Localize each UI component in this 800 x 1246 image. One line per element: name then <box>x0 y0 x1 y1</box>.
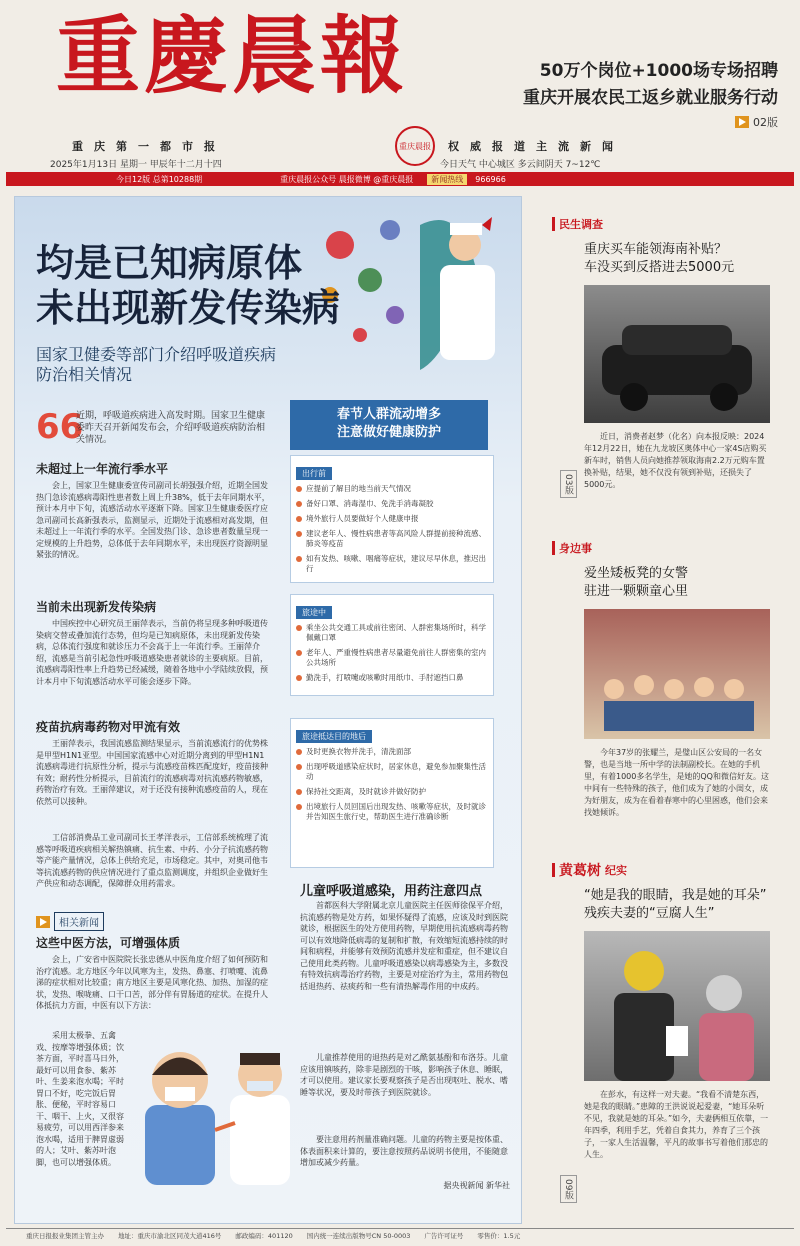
story-3-page[interactable]: 09版 <box>560 1175 577 1203</box>
weather: 今日天气 中心城区 多云间阴天 7~12℃ <box>440 160 601 170</box>
footer-item: 重庆日报报业集团主管主办 <box>26 1232 104 1240</box>
story-2-text: 今年37岁的张耀兰，是璧山区公安局的一名女警，也是当地一所中学的法制副校长。在她的手机里，有着1000多名学生，是她的QQ和微信好友。这中间有一些特殊的孩子，他们成为了她的小闺女，成为好朋友，成为在看着春寒中的心里困惑，他们会来找她倾诉。 <box>584 748 769 817</box>
tips-item: 勤洗手，打喷嚏或咳嗽时用纸巾、手肘遮挡口鼻 <box>296 673 488 683</box>
related-label: 相关新闻 <box>54 912 104 931</box>
promo-page-label: 02版 <box>753 116 778 129</box>
section-3-text: 王丽萍表示，我国流感监测结果显示，当前流感流行的优势株是甲型H1N1亚型。中国国家流感中心对近期分离到的甲型H1N1流感病毒进行抗原性分析，提示与流感疫苗株匹配度好，疫苗接种有效；耐药性分析提示，目前流行的流感病毒对抗流感药物敏感，药物治疗有效。王丽萍建议，对于还没有接种流感疫苗的人，现在依然可以接种。 <box>36 739 268 806</box>
dateline: 2025年1月13日 星期一 甲辰年十二月十四 <box>50 160 222 170</box>
footer-item: 地址：重庆市渝北区同茂大道416号 <box>118 1232 222 1240</box>
tips-item: 备好口罩、消毒湿巾、免洗手消毒凝胶 <box>296 499 488 509</box>
tips-item: 及时更换衣物并洗手，清洗面部 <box>296 747 488 757</box>
car-photo <box>584 285 770 423</box>
footer-item: 零售价：1.5元 <box>477 1232 521 1240</box>
slogan-left: 重庆第一都市报 <box>72 140 226 153</box>
story-1-page[interactable]: 03版 <box>560 470 577 498</box>
children-text-2: 儿童推荐使用的退热药是对乙酰氨基酚和布洛芬。儿童应该用镇咳药，除非是剧烈的干咳，影响孩子休息、睡眠，才可以使用。建议家长要观察孩子是否出现呕吐、脱水、嗜睡等状况，要及时带孩子到医院就诊。 <box>300 1053 508 1097</box>
hotline-number: 966966 <box>475 174 506 184</box>
story-3-text: 在彭水，有这样一对夫妻。“我看不清楚东西，她是我的眼睛。”患障的王洪说说起爱妻，“她耳朵听不见，我就是她的耳朵。”如今，夫妻俩相互依靠，一年四季，利用手艺，凭着自食其力，养育了三个孩子，一家人生活温馨，平凡的故事书写着他们那忠的人生。 <box>584 1090 769 1159</box>
story-3-tag: 黄葛树 纪实 <box>552 860 627 880</box>
tag-bar-icon <box>552 541 555 555</box>
story-1-text: 近日，消费者赵梦（化名）向本报反映：2024年12月22日，她在九龙坡区奥体中心一家4S店购买新车时，销售人员向她推荐领取海南2.2万元购车置换补贴，结果，她不仅没有领到补贴，还损失了5000元。 <box>584 432 767 489</box>
tips-group-label: 出行前 <box>296 467 332 480</box>
tips-item: 应提前了解目的地当前天气情况 <box>296 484 488 494</box>
story-2-tag: 身边事 <box>552 540 592 556</box>
tips-item: 境外旅行人员要做好个人健康申报 <box>296 514 488 524</box>
sidebar-story-2[interactable] <box>552 540 784 843</box>
footer-item: 国内统一连续出版物号CN 50-0003 <box>306 1232 411 1240</box>
tips-group-1 <box>290 455 494 583</box>
promo-line-2: 重庆开展农民工返乡就业服务行动 <box>523 88 778 108</box>
page-footer <box>6 1228 794 1242</box>
child-vaccination-illustration <box>130 1035 300 1185</box>
section-1-text: 会上，国家卫生健康委宣传司副司长胡强强介绍，近期全国发热门急诊流感病毒阳性患者数上周上升38%，低于去年同期水平，预计本月中下旬，流感活动水平逐渐下降。国家卫生健康委医疗应急司副司长高新强表示，监测显示，近期处于流感相对高发期，但未超过上一年流行季的水平。全国发热门诊、急诊患者数量呈现一定规模的上升趋势，总体低于去年同期水平，未出现医疗资源明显紧张的情况。 <box>36 481 270 559</box>
story-1-headline: 重庆买车能领海南补贴？ 车没买到反搭进去5000元 <box>584 242 735 275</box>
tag-bar-icon <box>552 217 555 231</box>
tips-item: 乘坐公共交通工具或前往密闭、人群密集场所时，科学佩戴口罩 <box>296 623 488 643</box>
headline-line-1: 均是已知病原体 <box>36 240 303 285</box>
sidebar-story-1[interactable] <box>552 216 784 493</box>
footer-item: 广告许可证号 <box>424 1232 464 1240</box>
related-news-tag <box>36 912 104 931</box>
tips-group-label: 旅途抵达目的地后 <box>296 730 372 743</box>
story-3-headline: “她是我的眼睛，我是她的耳朵” 残疾夫妻的“豆腐人生” <box>584 888 767 921</box>
section-3b-text: 工信部消费品工业司副司长王孝洋表示，工信部系统梳理了流感等呼吸道疾病相关解热镇痛、抗生素、中药、小分子抗流感药物等产能产量情况，总体上供给充足，市场稳定。其中，对奥司他韦等抗流感药物的供应情况进行了重点监测调度，并组织企业做好生产供应和动态调配，保障群众用药需求。 <box>36 833 268 888</box>
children-title: 儿童呼吸道感染，用药注意四点 <box>300 884 483 899</box>
sidebar-story-3[interactable] <box>552 860 784 1199</box>
tips-item: 如有发热、咳嗽、咽痛等症状，建议尽早休息，推迟出行 <box>296 554 488 574</box>
channels-info: 重庆晨报公众号 晨报微博 @重庆晨报 <box>280 174 414 184</box>
lead-badge-icon: 66 <box>36 407 84 447</box>
masthead-stamp: 重庆晨报 <box>395 126 435 166</box>
play-icon <box>735 116 749 128</box>
subhead-line-2: 防治相关情况 <box>36 365 133 384</box>
masthead-promo <box>523 56 778 132</box>
masthead-title: 重慶晨報 <box>56 6 409 105</box>
section-1-title: 未超过上一年流行季水平 <box>36 462 169 476</box>
children-text-3: 要注意用药剂量准确问题。儿童的药物主要是按体重、体表面积来计算的，要注意按照药品说明书使用，不能随意增加或减少药量。 <box>300 1135 508 1167</box>
section-2-text: 中国疾控中心研究员王丽萍表示，当前仍将呈现多种呼吸道传染病交替或叠加流行态势，但均是已知病原体，未出现新发传染病，总体流行强度和就诊压力不会高于上一年流行季。王丽萍介绍，流感是当前引起急性呼吸道感染患者就诊的主要病原。目前，流感病毒阳性率上升趋势已经减缓，随着各地中小学陆续放假，预计本月中下旬流感活动水平可能会逐步下降。 <box>36 619 268 686</box>
play-icon <box>36 916 50 928</box>
tips-title-1: 春节人群流动增多 <box>336 407 441 422</box>
slogan-right: 权威报道主流新闻 <box>448 140 624 153</box>
section-2-title: 当前未出现新发传染病 <box>36 600 157 614</box>
promo-line-1: 50万个岗位+1000场专场招聘 <box>539 61 778 81</box>
tips-title-2: 注意做好健康防护 <box>336 425 441 440</box>
section-3-title: 疫苗抗病毒药物对甲流有效 <box>36 720 181 734</box>
feature-lead: 近期，呼吸道疾病进入高发时期。国家卫生健康委昨天召开新闻发布会，介绍呼吸道疾病防治相关情况。 <box>76 411 266 445</box>
tips-item: 建议老年人、慢性病患者等高风险人群提前接种流感、肺炎等疫苗 <box>296 529 488 549</box>
tips-item: 保持社交距离，及时就诊并做好防护 <box>296 787 488 797</box>
tips-title <box>290 400 488 450</box>
story-1-tag: 民生调查 <box>552 216 603 232</box>
footer-item: 邮政编码：401120 <box>235 1232 293 1240</box>
related-text-2: 采用太极拳、五禽戏、按摩等增强体质；饮茶方面，平时喜马日外，最好可以用食参、紫苏叶、生姜来泡水喝；平时胃口不好，吃完饭后胃胀、便秘，平时容易口干、咽干、上火，又很容易疲劳，可以用西洋参来泡水喝，适用于脾胃虚弱的人；艾叶、紫苏叶泡脚，也可以增强体质。 <box>36 1031 124 1167</box>
headline-line-2: 未出现新发传染病 <box>36 285 341 330</box>
tips-item: 老年人、严重慢性病患者尽量避免前往人群密集的室内公共场所 <box>296 648 488 668</box>
feature-subhead <box>36 345 276 385</box>
children-credit: 据央视新闻 新华社 <box>443 1181 510 1190</box>
tips-item: 出现呼吸道感染症状时，居家休息，避免参加聚集性活动 <box>296 762 488 782</box>
promo-page-link[interactable] <box>735 114 778 130</box>
related-text: 会上，广安省中医院院长张忠德从中医角度介绍了如何预防和治疗流感。北方地区今年以风寒为主，发热、鼻塞、打喷嚏、流鼻涕的症状相对比较重；南方地区主要是风寒化热、加热、加湿的症状，发热、喉咙痛、口干口苦，部分伴有胃肠道的症状。在提升人体抵抗力方面，中医有以下方法： <box>36 955 268 1010</box>
tag-bar-icon <box>552 863 555 877</box>
tips-item: 出境旅行人员回国后出现发热、咳嗽等症状，及时就诊并告知医生旅行史，帮助医生进行准确诊断 <box>296 802 488 822</box>
children-text-1: 首都医科大学附属北京儿童医院主任医师徐保平介绍，抗流感药物是处方药，如果怀疑得了流感，应该及时到医院就诊，根据医生的处方使用药物，早期使用抗流感病毒药物可以有效地降低病毒的复制和扩散，有效缩短流感持续的时间和病程，并能够有效预防流感并发症和重症，但不建议自己使用此类药物。儿童呼吸道感染以病毒感染为主，多数没有特效抗病毒治疗药物，主要是对症治疗为主，常用药物包括退热药、祛痰药和一些有清热解毒作用的中成药。 <box>300 901 508 991</box>
police-children-photo <box>584 609 770 739</box>
related-title: 这些中医方法，可增强体质 <box>36 936 181 950</box>
issue-info: 今日12版 总第10288期 <box>116 174 203 184</box>
red-info-bar <box>6 172 794 186</box>
story-2-headline: 爱坐矮板凳的女警 驻进一颗颗童心里 <box>584 566 689 599</box>
feature-headline <box>36 240 340 330</box>
tips-group-2 <box>290 594 494 696</box>
hotline-label: 新闻热线 <box>427 174 467 185</box>
subhead-line-1: 国家卫健委等部门介绍呼吸道疾病 <box>36 345 277 364</box>
children-text <box>300 900 510 1192</box>
tips-group-label: 旅途中 <box>296 606 332 619</box>
couple-photo <box>584 931 770 1081</box>
tips-group-3 <box>290 718 494 868</box>
